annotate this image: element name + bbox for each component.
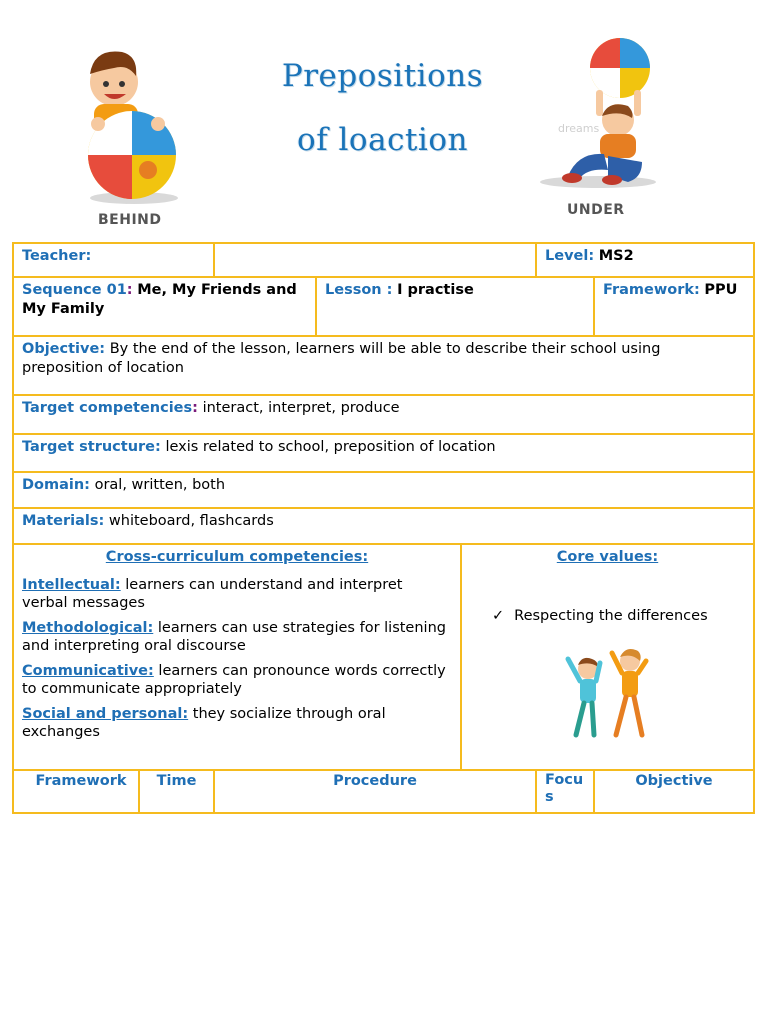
competencies-value: interact, interpret, produce	[202, 400, 400, 416]
sequence-row	[12, 276, 755, 337]
lesson-cell	[315, 276, 595, 337]
framework-value: PPU	[704, 282, 738, 298]
core-values-heading: Core values:	[556, 549, 659, 565]
teacher-row	[12, 242, 755, 278]
competency-label: Communicative:	[22, 663, 154, 679]
sequence-colon: :	[126, 282, 133, 298]
watermark-text: dreams	[558, 122, 600, 135]
framework-label: Framework:	[603, 282, 700, 298]
sequence-label: Sequence 01	[22, 282, 127, 298]
level-label: Level:	[545, 248, 595, 264]
competency-intellectual	[22, 576, 452, 612]
column-label: Procedure	[333, 773, 417, 789]
domain-cell	[12, 471, 755, 509]
materials-value: whiteboard, flashcards	[108, 513, 274, 529]
competency-text: they socialize through oral exchanges	[22, 706, 386, 740]
objective-row	[12, 335, 755, 396]
sequence-cell	[12, 276, 317, 337]
core-value-text: Respecting the differences	[514, 608, 708, 624]
domain-row	[12, 471, 755, 509]
teacher-label-cell	[12, 242, 215, 278]
materials-row	[12, 507, 755, 545]
domain-value: oral, written, both	[94, 477, 226, 493]
competency-social	[22, 705, 452, 741]
teacher-value-cell	[213, 242, 537, 278]
competency-communicative	[22, 662, 452, 698]
check-icon: ✓	[492, 608, 505, 624]
cross-curriculum-cell	[12, 543, 462, 771]
materials-label: Materials:	[22, 513, 105, 529]
page-title-line-2: of loaction	[297, 122, 468, 158]
competency-text: learners can understand and interpret verbal messages	[22, 577, 403, 611]
competencies-label: Target competencies	[22, 400, 193, 416]
teacher-label: Teacher:	[22, 248, 92, 264]
core-value-item	[492, 607, 745, 626]
competency-text: learners can use strategies for listening and interpreting oral discourse	[22, 620, 446, 654]
column-header-objective	[593, 769, 755, 814]
competency-label: Intellectual:	[22, 577, 121, 593]
boy-under-ball-illustration	[538, 36, 663, 196]
kids-stretching-illustration	[550, 641, 660, 741]
column-header-focus	[535, 769, 595, 814]
structure-value: lexis related to school, preposition of location	[165, 439, 496, 455]
structure-cell	[12, 433, 755, 473]
column-label: Framework	[35, 773, 127, 789]
boy-behind-ball-illustration	[72, 40, 192, 210]
column-label: Focus	[545, 772, 584, 805]
framework-cell	[593, 276, 755, 337]
column-label: Time	[156, 773, 197, 789]
behind-label: BEHIND	[98, 212, 162, 228]
column-label: Objective	[635, 773, 713, 789]
competencies-row	[12, 394, 755, 435]
competency-label: Social and personal:	[22, 706, 189, 722]
cross-curriculum-row	[12, 543, 755, 771]
structure-label: Target structure:	[22, 439, 161, 455]
objective-value: By the end of the lesson, learners will be able to describe their school using preposition of location	[22, 341, 661, 376]
table-header-row	[12, 769, 755, 814]
page-title-line-1: Prepositions	[281, 58, 484, 94]
materials-cell	[12, 507, 755, 545]
cross-curriculum-heading: Cross-curriculum competencies:	[105, 549, 369, 565]
lesson-value: I practise	[397, 282, 474, 298]
competencies-colon: :	[192, 400, 198, 416]
under-label: UNDER	[567, 202, 625, 218]
competency-methodological	[22, 619, 452, 655]
column-header-procedure	[213, 769, 537, 814]
column-header-time	[138, 769, 215, 814]
objective-label: Objective:	[22, 341, 106, 357]
column-header-framework	[12, 769, 140, 814]
domain-label: Domain:	[22, 477, 90, 493]
structure-row	[12, 433, 755, 473]
core-values-cell	[460, 543, 755, 771]
level-value: MS2	[598, 248, 634, 264]
competencies-cell	[12, 394, 755, 435]
objective-cell	[12, 335, 755, 396]
competency-text: learners can pronounce words correctly to communicate appropriately	[22, 663, 446, 697]
lesson-label: Lesson :	[325, 282, 393, 298]
header	[0, 0, 768, 240]
sequence-value: Me, My Friends and My Family	[22, 282, 297, 317]
level-cell	[535, 242, 755, 278]
competency-label: Methodological:	[22, 620, 154, 636]
